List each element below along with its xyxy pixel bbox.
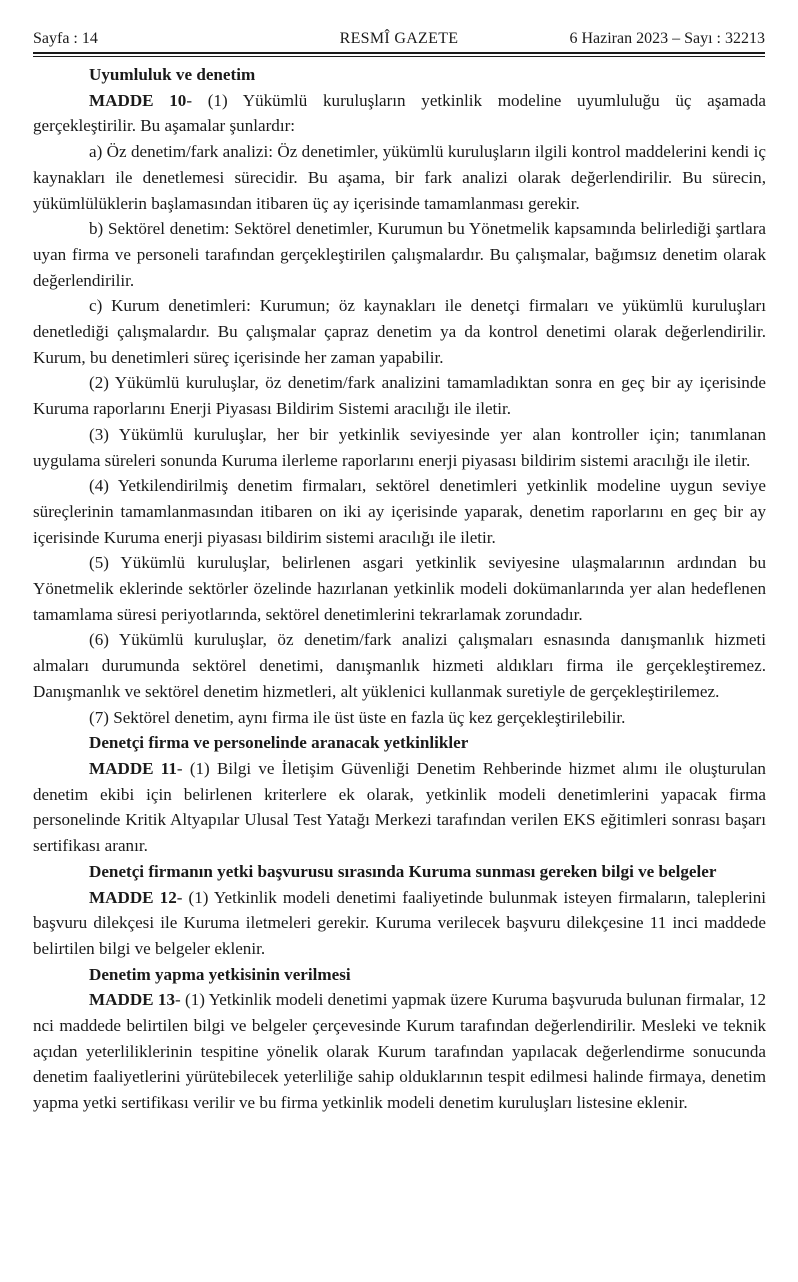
page-number: Sayfa : 14 bbox=[33, 30, 98, 47]
section-heading: Denetçi firmanın yetki başvurusu sırasında Kuruma sunması gereken bilgi ve belgeler bbox=[89, 861, 717, 881]
paragraph: b) Sektörel denetim: Sektörel denetimler, Kurumun bu Yönetmelik kapsamında belirlediği şartlara uyan firma ve personeli tarafından gerçekleştirilen çalışmalardır. Bu çalışmalar, bağımsız denetim olarak değerlendirilir. bbox=[33, 219, 766, 290]
article-text: - (1) Yükümlü kuruluşların yetkinlik modeline uyumluluğu üç aşamada gerçekleştirilir. Bu aşamalar şunlardır: bbox=[33, 90, 767, 136]
issue-date-number: 6 Haziran 2023 – Sayı : 32213 bbox=[569, 30, 765, 47]
paragraph: (6) Yükümlü kuruluşlar, öz denetim/fark analizi çalışmaları esnasında danışmanlık hizmeti almaları durumunda sektörel denetimi, danışmanlık hizmeti aldıkları firma ile gerçekleştiremez. Danışmanlık ve sektörel denetim hizmetleri, alt yüklenici kullanmak suretiyle de gerçekleştirilemez. bbox=[33, 630, 766, 701]
article-number: MADDE 11 bbox=[89, 758, 177, 778]
article-text: - (1) Yetkinlik modeli denetimi yapmak üzere Kuruma başvuruda bulunan firmalar, 12 nci maddede belirtilen bilgi ve belgeler çerçevesinde Kurum tarafından değerlendirilir. Mesleki ve teknik açıdan yeterliliklerinin tespitine yönelik olarak Kurum tarafından yapılacak değerlendirme sonucunda denetim faaliyetlerini yürütebilecek yeterliliğe sahip olduklarının tespit edilmesi halinde firmaya, denetim yapma yetki sertifikası verilir ve bu firma yetkinlik modeli denetim kuruluşları listesine eklenir. bbox=[33, 990, 766, 1113]
page-header bbox=[33, 28, 765, 50]
paragraph: (3) Yükümlü kuruluşlar, her bir yetkinlik seviyesinde yer alan kontroller için; tanımlanan uygulama süreleri sonunda Kuruma ilerleme raporlarını enerji piyasası bildirim sistemi aracılığı ile iletir. bbox=[33, 424, 766, 470]
header-rule-thick bbox=[33, 52, 765, 54]
paragraph: c) Kurum denetimleri: Kurumun; öz kaynakları ile denetçi firmaları ve yükümlü kuruluşları denetlediği çalışmalardır. Bu çalışmalar çapraz denetim ya da kontrol denetimi olarak değerlendirilir. Kurum, bu denetimleri süreç içerisinde her zaman yapabilir. bbox=[33, 296, 766, 367]
article-text: - (1) Yetkinlik modeli denetimi faaliyetinde bulunmak isteyen firmaların, taleplerini başvuru dilekçesi ile Kuruma iletmeleri gerekir. Kuruma verilecek başvuru dilekçesine 11 inci maddede belirtilen bilgi ve belgeler eklenir. bbox=[33, 887, 766, 958]
article-paragraph bbox=[33, 885, 766, 962]
article-number: MADDE 12 bbox=[89, 887, 177, 907]
article-number: MADDE 10 bbox=[89, 90, 187, 110]
paragraph: a) Öz denetim/fark analizi: Öz denetimler, yükümlü kuruluşların ilgili kontrol maddelerini kendi iç kaynakları ile denetlemesi sürecidir. Bu aşama, bir fark analizi olarak değerlendirilir. Bu sürecin, yükümlülüklerin başlamasından itibaren üç ay içerisinde tamamlanması gerekir. bbox=[33, 142, 766, 213]
paragraph: (2) Yükümlü kuruluşlar, öz denetim/fark analizini tamamladıktan sonra en geç bir ay içerisinde Kuruma raporlarını Enerji Piyasası Bildirim Sistemi aracılığı ile iletir. bbox=[33, 373, 766, 419]
article-paragraph bbox=[33, 756, 766, 859]
paragraph: (5) Yükümlü kuruluşlar, belirlenen asgari yetkinlik seviyesine ulaşmalarının ardından bu Yönetmelik eklerinde sektörler özelinde hazırlanan yetkinlik modeli dokümanlarında yer alan hedeflenen tamamlama süresi periyotlarında, sektörel denetimlerini tekrarlamak zorundadır. bbox=[33, 553, 766, 624]
section-heading: Denetim yapma yetkisinin verilmesi bbox=[89, 964, 351, 984]
header-rule-thin bbox=[33, 56, 765, 57]
article-number: MADDE 13 bbox=[89, 990, 175, 1010]
paragraph: (4) Yetkilendirilmiş denetim firmaları, sektörel denetimleri yetkinlik modeline uygun seviye süreçlerinin tamamlanmasından itibaren on iki ay içerisinde yaparak, denetim raporlarını en geç bir ay içerisinde Kuruma enerji piyasası bildirim sistemi aracılığı ile iletir. bbox=[33, 476, 766, 547]
section-heading: Uyumluluk ve denetim bbox=[89, 65, 256, 84]
article-text: - (1) Bilgi ve İletişim Güvenliği Denetim Rehberinde hizmet alımı ile oluşturulan denetim ekibi için belirlenen kriterlere ek olarak, yetkinlik modeli denetimlerini yapacak firma personelinde Kritik Altyapılar Ulusal Test Yatağı Merkezi tarafından verilen EKS eğitimleri sonrası başarı sertifikası aranır. bbox=[33, 758, 766, 856]
section-heading: Denetçi firma ve personelinde aranacak yetkinlikler bbox=[89, 733, 469, 753]
paragraph: (7) Sektörel denetim, aynı firma ile üst üste en fazla üç kez gerçekleştirilebilir. bbox=[89, 707, 626, 727]
article-paragraph bbox=[33, 88, 766, 139]
publication-title: RESMÎ GAZETE bbox=[339, 30, 459, 47]
article-paragraph bbox=[33, 987, 766, 1116]
document-body bbox=[33, 62, 766, 1116]
